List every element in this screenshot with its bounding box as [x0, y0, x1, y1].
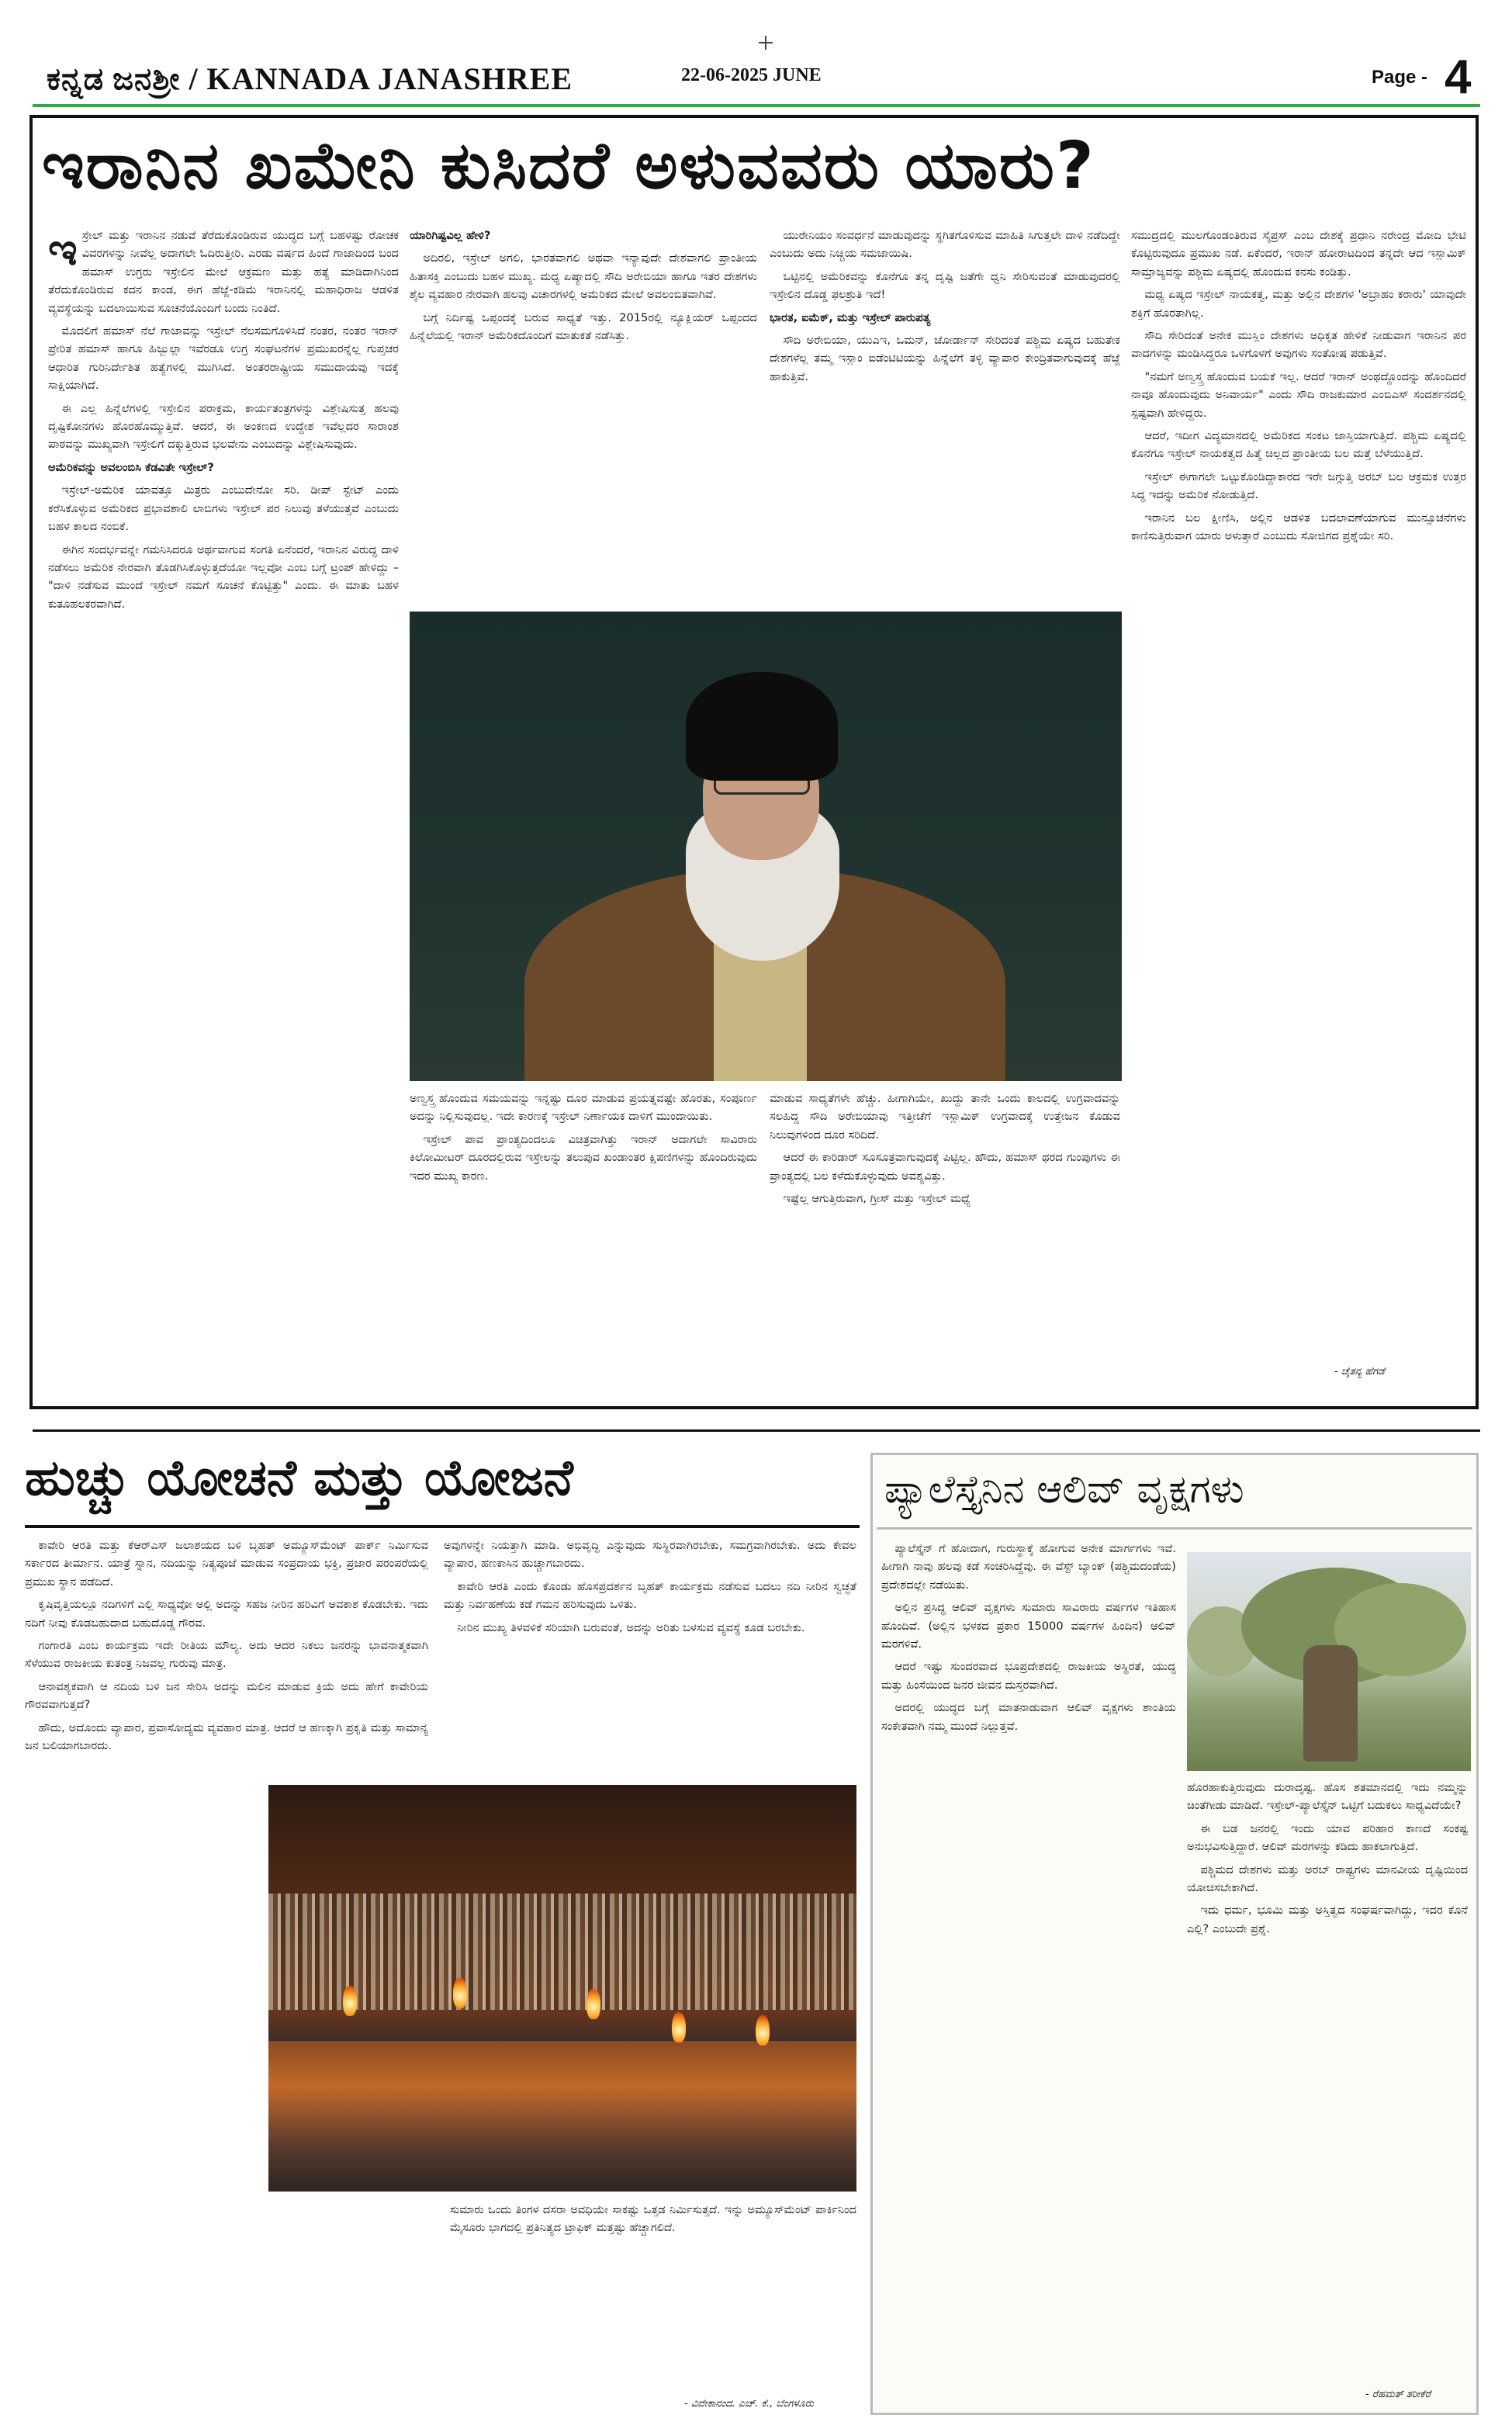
dropcap: ಇ [48, 227, 78, 275]
paragraph: ಗಂಗಾರತಿ ಎಂಬ ಕಾರ್ಯಕ್ರಮ ಇದೇ ರೀತಿಯ ಮೌಲ್ಯ. ಅದು ಆದರ ನಿಕಲು ಜನರನ್ನು ಭಾವನಾತ್ಮಕವಾಗಿ ಸೆಳೆಯುವ ರಾಜಕೀಯ ಕುತಂತ್ರ ನಿಜವಲ್ಲ ಗುರುವು ಮಾತ್ರ. [25, 1639, 428, 1671]
paragraph: ಈಗಿನ ಸಂದರ್ಭವನ್ನೇ ಗಮನಿಸಿದರೂ ಅರ್ಥವಾಗುವ ಸಂಗತಿ ಏನೆಂದರೆ, ಇರಾನಿನ ವಿರುದ್ಧ ದಾಳಿ ನಡೆಸಲು ಅಮೆರಿಕ ನೇರವಾಗಿ ತೊಡಗಿಸಿಕೊಳ್ಳುತ್ತದೆಯೋ ಇಲ್ಲವೋ ಎಂಬ ಬಗ್ಗೆ ಟ್ರಂಪ್ ಹೇಳಿದ್ದು – "ದಾಳಿ ನಡೆಸುವ ಮುಂದೆ ಇಸ್ರೇಲ್ ನಮಗೆ ಸೂಚನೆ ಕೊಟ್ಟಿತ್ತು" ಎಂದು. ಈ ಮಾತು ಬಹಳ ಕುತೂಹಲಕರವಾಗಿದೆ. [48, 542, 399, 611]
paragraph: ಸಮುದ್ರದಲ್ಲಿ ಮುಲಗೊಂಡಂತಿರುವ ಸೈಪ್ರಸ್ ಎಂಬ ದೇಶಕ್ಕೆ ಪ್ರಧಾನಿ ನರೇಂದ್ರ ಮೋದಿ ಭೇಟಿ ಕೊಟ್ಟಿರುವುದೂ ಪ್ರಮುಖ ನಡೆ. ಏಕೆಂದರೆ, ಇರಾನ್ ಹೋರಾಟದಿಂದ ತನ್ನದೇ ಆದ ಇಸ್ಲಾಮಿಕ್ ಸಾಮ್ರಾಜ್ಯವನ್ನು ಪಶ್ಚಿಮ ಏಷ್ಯದಲ್ಲಿ ಹೊಂದುವ ಕನಸು ಕಂಡಿತ್ತು. [1131, 229, 1466, 279]
newspaper-name: ಕನ್ನಡ ಜನಶ್ರೀ / KANNADA JANASHREE [47, 61, 573, 96]
paragraph: ನೀರಿನ ಮುಖ್ಯ ತಿಳವಳಿಕೆ ಸರಿಯಾಗಿ ಬರುವಂತೆ, ಅದನ್ನು ಅರಿತು ಬಳಸುವ ವ್ಯವಸ್ಥೆ ಕೂಡ ಬರಬೇಕು. [457, 1620, 805, 1634]
article-cauvery-headline: ಹುಚ್ಚು ಯೋಚನೆ ಮತ್ತು ಯೋಜನೆ [25, 1450, 573, 1507]
article-khamenei-column-4 [1131, 227, 1466, 1358]
article-olive-headline: ಪ್ಯಾಲೆಸ್ತೈನಿನ ಆಲಿವ್ ವೃಕ್ಷಗಳು [884, 1467, 1244, 1512]
article-khamenei-column-3-bottom [770, 1090, 1120, 1386]
paragraph: ಆನಾವಶ್ಯಕವಾಗಿ ಆ ನದಿಯ ಬಳಿ ಜನ ಸೇರಿಸಿ ಅದನ್ನು ಮಲಿನ ಮಾಡುವ ಕ್ರಿಯೆ ಅದು ಹೇಗೆ ಕಾವೇರಿಯ ಗೌರವವಾಗುತ್ತದೆ? [25, 1679, 428, 1712]
article-cauvery-byline: - ವಿವೇಕಾನಂದ. ಎಚ್. ಕೆ., ಬೆಂಗಳೂರು [684, 2398, 814, 2410]
article-khamenei-byline: - ಚೈತನ್ಯ ಹೆಗಡೆ [1334, 1366, 1385, 1377]
paragraph: ಇರಾನಿನ ಬಲ ಕ್ಷೀಣಿಸಿ, ಅಲ್ಲಿನ ಆಡಳಿತ ಬದಲಾವಣೆಯಾಗುವ ಮುನ್ಸೂಚನೆಗಳು ಕಾಣಿಸುತ್ತಿರುವಾಗ ಯಾರು ಅಳುತ್ತಾರೆ ಎಂಬುದು ಸೋಜಿಗದ ಪ್ರಶ್ನೆಯೇ ಸರಿ. [1131, 511, 1466, 543]
headline-underline [25, 1525, 860, 1528]
article-olive-column-1 [881, 1540, 1176, 2398]
paragraph: ಕೃಷಿವೃತ್ತಿಯಲ್ಲೂ ನದಿಗಳಿಗೆ ಎಲ್ಲಿ ಸಾಧ್ಯವೋ ಅಲ್ಲಿ ಅದನ್ನು ಸಹಜ ನೀರಿನ ಹರಿವಿಗೆ ಅವಕಾಶ ಕೊಡಬೇಕು. ಇದು ನದಿಗೆ ನೀವು ಕೊಡಬಹುದಾದ ಬಹುದೊಡ್ಡ ಗೌರವ. [25, 1598, 428, 1630]
paragraph: ಇಸ್ರೇಲ್ ಈಗಾಗಲೇ ಒಟ್ಟುಕೊಂಡಿದ್ದಾಕಾರದ ಇರೇ ಜಗ್ಗುತ್ತಿ ಅರಬ್ ಬಲ ಆಕ್ರಮಕ ಉತ್ತರ ಸಿದ್ಧ ಇದನ್ನು ಅಮೆರಿಕ ನೋಡುತ್ತಿದೆ. [1131, 470, 1466, 502]
paragraph: ಸೌದಿ ಸೇರಿದಂತೆ ಅನೇಕ ಮುಸ್ಲಿಂ ದೇಶಗಳು ಅಧಿಕೃತ ಹೇಳಿಕೆ ನೀಡುವಾಗ ಇರಾನಿನ ಪರ ವಾದಗಳನ್ನು ಮಂಡಿಸಿದ್ದರೂ ಒಳಗೊಳಗೆ ಅವುಗಳು ಸಂತೋಷ ಪಡುತ್ತಿವೆ. [1131, 329, 1466, 361]
article-khamenei-headline: ಇರಾನಿನ ಖಮೇನಿ ಕುಸಿದರೆ ಅಳುವವರು ಯಾರು? [42, 127, 1095, 203]
article-khamenei-column-1 [48, 227, 399, 1384]
olive-tree-photo [1187, 1552, 1471, 1771]
paragraph: ಆದರೆ ಇಷ್ಟು ಸುಂದರವಾದ ಭೂಪ್ರದೇಶದಲ್ಲಿ ರಾಜಕೀಯ ಅಸ್ಥಿರತೆ, ಯುದ್ಧ ಮತ್ತು ಹಿಂಸೆಯಿಂದ ಜನರ ಜೀವನ ದುಸ್ತರವಾಗಿದೆ. [881, 1660, 1176, 1692]
paragraph: ಮಾಡುವ ಸಾಧ್ಯತೆಗಳೇ ಹೆಚ್ಚು. ಹೀಗಾಗಿಯೇ, ಖುದ್ದು ತಾನೇ ಒಂದು ಕಾಲದಲ್ಲಿ ಉಗ್ರವಾದವನ್ನು ಸಲಹಿದ್ದ ಸೌದಿ ಅರೇಬಿಯಾವು ಇತ್ತೀಚೆಗೆ ಇಸ್ಲಾಮಿಕ್ ಉಗ್ರವಾದಕ್ಕೆ ಉತ್ತೇಜನ ಕೊಡುವ ನಿಲುವುಗಳಿಂದ ದೂರ ಸರಿದಿದೆ. [770, 1092, 1120, 1142]
headline-underline [877, 1527, 1472, 1530]
paragraph: ಇಸ್ರೇಲ್-ಅಮೆರಿಕ ಯಾವತ್ತೂ ಮಿತ್ರರು ಎಂಬುದೇನೋ ಸರಿ. ಡೀಪ್ ಸ್ಟೇಟ್ ಎಂದು ಕರೆಸಿಕೊಳ್ಳುವ ಅಮೆರಿಕದ ಪ್ರಭಾವಶಾಲಿ ಲಾಬಿಗಳು ಇಸ್ರೇಲ್ ಪರ ನಿಲುವು ತಳೆಯುತ್ತವೆ ಎಂಬುದು ಬಹಳ ಕಾಲದ ನಂಬಿಕೆ. [48, 483, 399, 534]
article-khamenei-column-2-bottom [410, 1090, 757, 1386]
article-cauvery-column-2-bottom [450, 2201, 856, 2396]
khamenei-photo [410, 612, 1122, 1081]
paragraph: "ನಮಗೆ ಅಣ್ವಸ್ತ್ರ ಹೊಂದುವ ಬಯಕೆ ಇಲ್ಲ. ಆದರೆ ಇರಾನ್ ಅಂಥದ್ದೊಂದನ್ನು ಹೊಂದಿದರೆ ನಾವೂ ಹೊಂದುವುದು ಅನಿವಾರ್ಯ" ಎಂದು ಸೌದಿ ರಾಜಕುಮಾರ ಎಂಬಿಎಸ್ ಸಂದರ್ಶನದಲ್ಲಿ ಸ್ಪಷ್ಟವಾಗಿ ಹೇಳಿದ್ದರು. [1131, 369, 1466, 420]
masthead-rule [33, 104, 1480, 107]
paragraph: ಮಧ್ಯ ಏಷ್ಯದ ಇಸ್ರೇಲ್ ನಾಯಕತ್ವ, ಮತ್ತು ಅಲ್ಲಿನ ದೇಶಗಳ 'ಅಬ್ರಾಹಂ ಕರಾರು' ಯಾವುದೇ ಶಕ್ತಿಗೆ ಹೊರತಾಗಿಲ್ಲ. [1131, 288, 1466, 320]
paragraph: ಅವುಗಳನ್ನೇ ನಿಯತ್ತಾಗಿ ಮಾಡಿ. ಅಭಿವೃದ್ಧಿ ಎನ್ನುವುದು ಸುಸ್ಥಿರವಾಗಿರಬೇಕು, ಸಮಗ್ರವಾಗಿರಬೇಕು. ಅದು ಕೇವಲ ವ್ಯಾಪಾರ, ಹಣಕಾಸಿನ ಹುಚ್ಚಾಗಬಾರದು. [444, 1539, 856, 1571]
article-olive-byline: - ರೆಹಮತ್ ತರೀಕೆರೆ [1365, 2389, 1431, 2400]
article-cauvery-column-2-top [444, 1537, 856, 1777]
paragraph: ಪಶ್ಚಿಮದ ದೇಶಗಳು ಮತ್ತು ಅರಬ್ ರಾಷ್ಟ್ರಗಳು ಮಾನವೀಯ ದೃಷ್ಟಿಯಿಂದ ಯೋಚಿಸಬೇಕಾಗಿದೆ. [1187, 1862, 1468, 1895]
paragraph: ಅದರಲ್ಲಿ ಯುದ್ಧದ ಬಗ್ಗೆ ಮಾತನಾಡುವಾಗ ಆಲಿವ್ ವೃಕ್ಷಗಳು ಶಾಂತಿಯ ಸಂಕೇತವಾಗಿ ನಮ್ಮ ಮುಂದೆ ನಿಲ್ಲುತ್ತವೆ. [881, 1701, 1176, 1733]
paragraph: ಆದರೆ, ಇದೀಗ ವಿದ್ಯಮಾನದಲ್ಲಿ ಅಮೆರಿಕದ ಸಂಕಟ ಜಾಸ್ತಿಯಾಗುತ್ತಿದೆ. ಪಶ್ಚಿಮ ಏಷ್ಯದಲ್ಲಿ ಕೊನೆಗೂ ಇಸ್ರೇಲ್ ನಾಯಕತ್ವದ ಹಿತ್ಮೆ ಚಿಲ್ಲದ ಪ್ರಾಂತೀಯ ಬಲ ಮತ್ತೆ ಬೆಳೆಯುತ್ತಿದೆ. [1131, 429, 1466, 461]
paragraph: ಸೌದಿ ಅರೇಬಿಯಾ, ಯುಎಇ, ಒಮನ್, ಜೋರ್ಡಾನ್ ಸೇರಿದಂತೆ ಪಶ್ಚಿಮ ಏಷ್ಯದ ಬಹುತೇಕ ದೇಶಗಳೆಲ್ಲ ತಮ್ಮ ಇಸ್ಲಾಂ ಐಡೆಂಟಿಟಿಯನ್ನು ಹಿನ್ನೆಲೆಗೆ ತಳ್ಳಿ ವ್ಯಾಪಾರ ಕೇಂದ್ರಿತವಾಗುವುದಕ್ಕೆ ಹೆಜ್ಜೆ ಹಾಕುತ್ತಿವೆ. [770, 334, 1120, 383]
subheading: ಅಮೆರಿಕವನ್ನು ಅವಲಂಬಿಸಿ ಕೆಡವಿತೇ ಇಸ್ರೇಲ್? [48, 460, 214, 474]
paragraph: ಸುಮಾರು ಒಂದು ತಿಂಗಳ ದಸರಾ ಅವಧಿಯೇ ಸಾಕಷ್ಟು ಒತ್ತಡ ನಿರ್ಮಿಸುತ್ತದೆ. ಇನ್ನು ಅಮ್ಯೂಸ್‌ಮೆಂಟ್ ಪಾರ್ಕಿನಿಂದ ಮೈಸೂರು ಭಾಗದಲ್ಲಿ ಪ್ರತಿನಿತ್ಯದ ಟ್ರಾಫಿಕ್ ಮತ್ತಷ್ಟು ಹೆಚ್ಚಾಗಲಿದೆ. [450, 2203, 856, 2235]
paragraph: ಆದರೆ ಈ ಕಾರಿಡಾರ್ ಸೂಸೂತ್ರವಾಗುವುದಕ್ಕೆ ಪಿಟ್ಟಿಲ್ಲ. ಹೌದು, ಹಮಾಸ್ ಥರದ ಗುಂಪುಗಳು ಈ ಪ್ರಾಂತ್ಯದಲ್ಲಿ ಬಲ ಕಳೆದುಕೊಳ್ಳುವುದು ಅವಶ್ಯವಿತ್ತು. [770, 1151, 1120, 1183]
paragraph: ಇಸ್ರೇಲ್ ಪಾವ ಪ್ರಾಂತ್ಯದಿಂದಲೂ ವಿಚಿತ್ರವಾಗಿತ್ತು ಇರಾನ್ ಅದಾಗಲೇ ಸಾವಿರಾರು ಕಿಲೋಮೀಟರ್ ದೂರದಲ್ಲಿರುವ ಇಸ್ರೇಲನ್ನು ತಲುಪುವ ಖಂಡಾಂತರ ಕ್ಷಿಪಣಿಗಳನ್ನು ಹೊಂದಿರುವುದು ಇದರ ಮುಖ್ಯ ಕಾರಣ. [410, 1132, 757, 1183]
paragraph: ಇಷ್ಟೆಲ್ಲ ಆಗುತ್ತಿರುವಾಗ, ಗ್ರೀಸ್ ಮತ್ತು ಇಸ್ರೇಲ್ ಮಧ್ಯೆ [783, 1192, 971, 1206]
paragraph: ಯುರೇನಿಯಂ ಸಂವರ್ಧನೆ ಮಾಡುವುದನ್ನು ಸ್ಥಗಿತಗೊಳಿಸುವ ಮಾಹಿತಿ ಸಿಗುತ್ತಲೇ ದಾಳಿ ನಡೆದಿದ್ದೇ ಎಂಬುದು ಅದು ನಿಚ್ಚಿಯ ಸಮಜಾಯಿಷಿ. [770, 229, 1120, 261]
paragraph: ಬಗ್ಗೆ ನಿರ್ದಿಷ್ಟ ಒಪ್ಪಂದಕ್ಕೆ ಬರುವ ಸಾಧ್ಯತೆ ಇತ್ತು. 2015ರಲ್ಲಿ ನ್ಯೂಕ್ಲಿಯರ್ ಒಪ್ಪಂದದ ಹಿನ್ನೆಲೆಯಲ್ಲಿ ಇರಾನ್ ಅಮೆರಿಕದೊಂದಿಗೆ ಮಾತುಕತೆ ನಡೆಸಿತ್ತು. [410, 310, 757, 343]
issue-date: 22-06-2025 JUNE [681, 65, 822, 85]
paragraph: ಅದಿರಲಿ, ಇಸ್ರೇಲ್ ಅಗಲಿ, ಭಾರತವಾಗಲಿ ಅಥವಾ ಇನ್ಯಾವುದೇ ದೇಶವಾಗಲಿ ಪ್ರಾಂತೀಯ ಹಿತಾಸಕ್ತಿ ಎಂಬುದು ಬಹಳ ಮುಖ್ಯ. ಮಧ್ಯ ಏಷ್ಯಾದಲ್ಲಿ ಸೌದಿ ಅರೇಬಿಯಾ ಹಾಗೂ ಇತರ ದೇಶಗಳು ಶೈಲ ವ್ಯವಹಾರ ನೇರವಾಗಿ ಹಲವು ವಿಚಾರಗಳಲ್ಲಿ ಅಮೆರಿಕದ ಮೇಲೆ ಅವಲಂಬಿತವಾಗಿವೆ. [410, 251, 757, 302]
paragraph: ಇದು ಧರ್ಮ, ಭೂಮಿ ಮತ್ತು ಅಸ್ತಿತ್ವದ ಸಂಘರ್ಷವಾಗಿದ್ದು, ಇದರ ಕೊನೆ ಎಲ್ಲಿ? ಎಂಬುದೇ ಪ್ರಶ್ನೆ. [1187, 1904, 1468, 1935]
paragraph: ಈ ಬಡ ಜನರಲ್ಲಿ ಇಂದು ಯಾವ ಪರಿಹಾರ ಕಾಣದೆ ಸಂಕಷ್ಟ ಅನುಭವಿಸುತ್ತಿದ್ದಾರೆ. ಆಲಿವ್ ಮರಗಳನ್ನು ಕಡಿದು ಹಾಕಲಾಗುತ್ತಿದೆ. [1187, 1821, 1468, 1854]
river-aarti-photo [268, 1785, 856, 2192]
registration-mark-icon [759, 36, 773, 50]
paragraph: ಒಟ್ಟಿನಲ್ಲಿ ಅಮೆರಿಕವನ್ನು ಕೊನೆಗೂ ತನ್ನ ದೃಷ್ಟಿ ಜತೆಗೇ ಧ್ವನಿ ಸೇರಿಸುವಂತೆ ಮಾಡುವುದರಲ್ಲಿ ಇಸ್ರೇಲಿನ ದೊಡ್ಡ ಫಲಶ್ರುತಿ ಇದೆ! [770, 269, 1120, 302]
article-khamenei-column-2-top [410, 227, 757, 605]
paragraph: ಕಾವೇರಿ ಆರತಿ ಮತ್ತು ಕೆಆರ್‌ಎಸ್ ಜಲಾಶಯದ ಬಳಿ ಬೃಹತ್ ಅಮ್ಯೂಸ್‌ಮೆಂಟ್ ಪಾರ್ಕ್ ನಿರ್ಮಿಸುವ ಸರ್ಕಾರದ ತೀರ್ಮಾನ. ಯಾತ್ರೆ ಸ್ನಾನ, ನದಿಯನ್ನು ನಿತ್ಯಪೂಜೆ ಮಾಡುವ ಸಂಪ್ರದಾಯ ಭಕ್ತಿ, ಪ್ರಜಾರ ಪರಂಪರೆಯಲ್ಲಿ ಪ್ರಮುಖ ಸ್ಥಾನ ಪಡೆದಿದೆ. [25, 1539, 428, 1589]
article-olive-column-2 [1187, 1779, 1468, 2381]
paragraph: ಪ್ಯಾಲೆಸ್ತೈನ್ ಗೆ ಹೋದಾಗ, ಗುರುಸ್ಥಾಕ್ಕೆ ಹೋಗುವ ಅನೇಕ ಮಾರ್ಗಗಳು ಇವೆ. ಹೀಗಾಗಿ ನಾವು ಹಲವು ಕಡೆ ಸಂಚರಿಸಿದ್ದೆವು. ಈ ವೆಸ್ಟ್ ಬ್ಯಾಂಕ್ (ಪಶ್ಚಿಮದಂಡೆಯ) ಪ್ರದೇಶದಲ್ಲೇ ನಡೆಯಿತು. [881, 1542, 1176, 1592]
paragraph: ಹೊರಹಾಕುತ್ತಿರುವುದು ದುರಾದೃಷ್ಟ. ಹೊಸ ಶತಮಾನದಲ್ಲಿ ಇದು ನಮ್ಮನ್ನು ಚಿಂತೆಗೀಡು ಮಾಡಿದೆ. ಇಸ್ರೇಲ್-ಪ್ಯಾಲೆಸ್ತೈನ್ ಒಟ್ಟಿಗೆ ಬದುಕಲು ಸಾಧ್ಯವಿದೆಯೇ? [1187, 1781, 1468, 1813]
paragraph: ಅಲ್ಲಿನ ಪ್ರಸಿದ್ಧ ಆಲಿವ್ ವೃಕ್ಷಗಳು ಸುಮಾರು ಸಾವಿರಾರು ವರ್ಷಗಳ ಇತಿಹಾಸ ಹೊಂದಿವೆ. (ಅಲ್ಲಿನ ಭಳಕದ ಪ್ರಕಾರ 15000 ವರ್ಷಗಳ ಹಿಂದಿನ) ಆಲಿವ್ ಮರಗಳಿವೆ. [881, 1601, 1176, 1651]
article-khamenei-column-3-top [770, 227, 1120, 605]
paragraph: ಮೊದಲಿಗೆ ಹಮಾಸ್ ನೆಲೆ ಗಾಜಾವನ್ನು ಇಸ್ರೇಲ್ ನೆಲಸಮಗೊಳಿಸಿದೆ ನಂತರ, ನಂತರ ಇರಾನ್ ಪ್ರೇರಿತ ಹಮಾಸ್ ಹಾಗೂ ಹಿಜ್ಬುಲ್ಲಾ ಇವೆರಡೂ ಉಗ್ರ ಸಂಘಟನೆಗಳ ಪ್ರಮುಖರನ್ನೆಲ್ಲ ಗುಪ್ತಚರ ಆಧಾರಿತ ಗುರಿನಿರ್ದೇಶಿತ ಹತ್ಯೆಗಳಲ್ಲಿ ಮುಗಿಸಿದೆ. ಅಂತರರಾಷ್ಟ್ರೀಯ ಸಮುದಾಯವು ಇದಕ್ಕೆ ಸಾಕ್ಷಿಯಾಗಿದೆ. [48, 324, 399, 393]
section-divider [33, 1429, 1480, 1432]
page-number: 4 [1445, 50, 1472, 104]
subheading: ಯಾರಿಗಿಷ್ಟವಿಲ್ಲ ಹೇಳಿ? [410, 229, 491, 242]
page-label: Page - [1372, 67, 1428, 88]
subheading: ಭಾರತ, ಐಮೆಕ್, ಮತ್ತು ಇಸ್ರೇಲ್ ಪಾರುಪತ್ಯ [770, 310, 931, 324]
paragraph: ಸ್ರೇಲ್ ಮತ್ತು ಇರಾನಿನ ನಡುವೆ ತೆರೆದುಕೊಂಡಿರುವ ಯುದ್ಧದ ಬಗ್ಗೆ ಬಹಳಷ್ಟು ರೋಚಕ ವಿವರಗಳನ್ನು ನೀವೆಲ್ಲ ಅದಾಗಲೇ ಓದಿರುತ್ತೀರಿ. ಎರಡು ವರ್ಷದ ಹಿಂದೆ ಗಾಜಾದಿಂದ ಬಂದ ಹಮಾಸ್ ಉಗ್ರರು ಇಸ್ರೇಲಿನ ಮೇಲೆ ಆಕ್ರಮಣ ಮತ್ತು ಹತ್ಯೆ ಮಾಡಿದಾಗಿನಿಂದ ತೆರೆದುಕೊಂಡಿರುವ ಕದನ ಕಾಂಡ, ಈಗ ಹೆಜ್ಜೆ-ಕಡಿಮೆ ಇರಾನಿನಲ್ಲಿ ಮಹಾಧಿರಾಜ ಆಡಳಿತ ವ್ಯವಸ್ಥೆಯನ್ನು ಬದಲಾಯಿಸುವ ಸೂಚನೆಯೊಂದಿಗೆ ಬಂದು ನಿಂತಿದೆ. [48, 229, 399, 315]
paragraph: ಹೌದು, ಅದೊಂದು ವ್ಯಾಪಾರ, ಪ್ರವಾಸೋದ್ಯಮ ವ್ಯವಹಾರ ಮಾತ್ರ. ಆದರೆ ಆ ಹಣಕ್ಕಾಗಿ ಪ್ರಕೃತಿ ಮತ್ತು ಸಾಮಾನ್ಯ ಜನ ಬಲಿಯಾಗಬಾರದು. [25, 1720, 428, 1753]
paragraph: ಕಾವೇರಿ ಆರತಿ ಎಂದು ಕೊಂಡು ಹೊಸಪ್ರದರ್ಶನ ಬೃಹತ್ ಕಾರ್ಯಕ್ರಮ ನಡೆಸುವ ಬದಲು ನದಿ ನೀರಿನ ಸ್ವಚ್ಛತೆ ಮತ್ತು ನಿರ್ವಹಣೆಯ ಕಡೆ ಗಮನ ಹರಿಸುವುದು ಒಳಿತು. [444, 1579, 856, 1612]
paragraph: ಅಣ್ವಸ್ತ್ರ ಹೊಂದುವ ಸಮಯವನ್ನು ಇನ್ನಷ್ಟು ದೂರ ಮಾಡುವ ಪ್ರಯತ್ನವಷ್ಟೇ ಹೊರತು, ಸಂಪೂರ್ಣ ಅದನ್ನು ನಿಲ್ಲಿಸುವುದಲ್ಲ. ಇದೇ ಕಾರಣಕ್ಕೆ ಇಸ್ರೇಲ್ ನಿರ್ಣಾಯಕ ದಾಳಿಗೆ ಮುಂದಾಯಿತು. [410, 1092, 757, 1124]
paragraph: ಈ ಎಲ್ಲ ಹಿನ್ನೆಲೆಗಳಲ್ಲಿ ಇಸ್ರೇಲಿನ ಪರಾಕ್ರಮ, ಕಾರ್ಯತಂತ್ರಗಳನ್ನು ವಿಶ್ಲೇಷಿಸುತ್ತ ಹಲವು ದೃಷ್ಟಿಕೋನಗಳು ಹೊರಹೊಮ್ಮುತ್ತಿವೆ. ಆದರೆ, ಈ ಅಂಕಣದ ಉದ್ದೇಶ ಇವೆಲ್ಲದರ ಸಾರಾಂಶ ಪಾಠವನ್ನು ಮುಖ್ಯವಾಗಿ ಇಸ್ರೇಲಿಗೆ ದಕ್ಕುತ್ತಿರುವ ಭಲವೇನು ಎಂಬುದನ್ನು ವಿಶ್ಲೇಷಿಸುವುದು. [48, 401, 399, 452]
